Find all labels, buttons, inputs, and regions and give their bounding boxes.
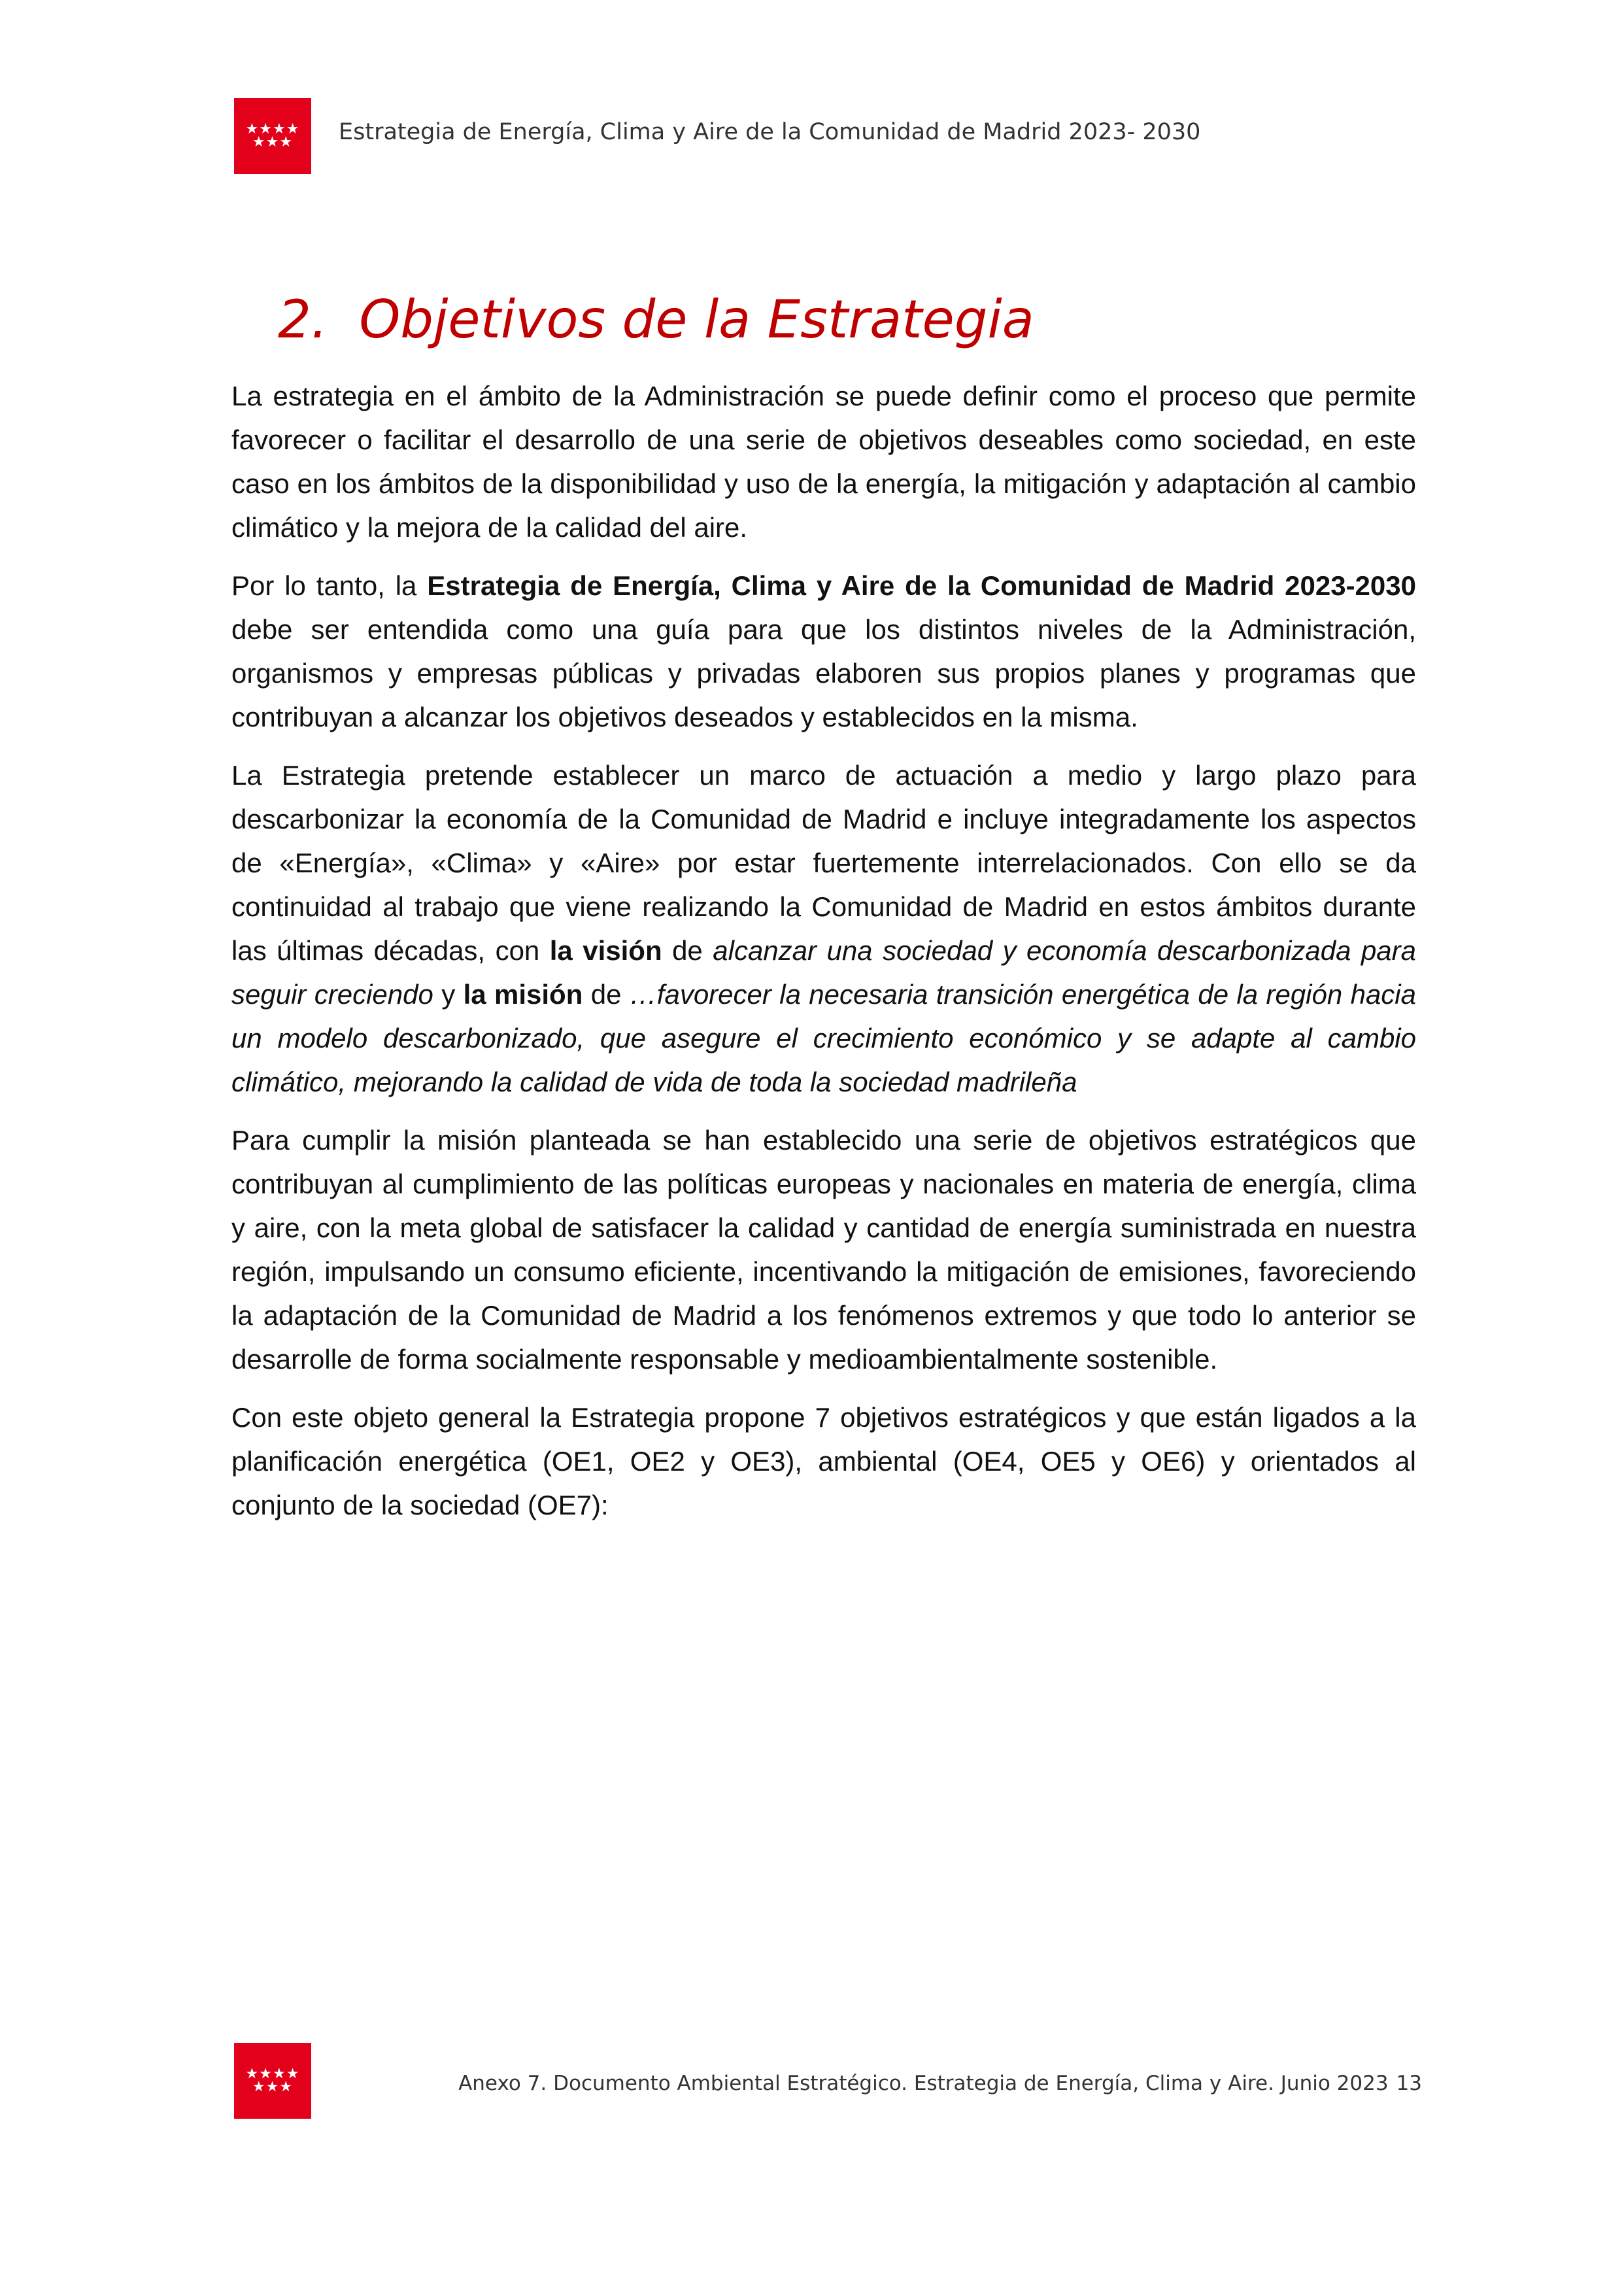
mission-statement: …favorecer la necesaria transición energética de la región hacia un modelo descarbonizado, que asegure el crecimiento económico y se adapte al cambio climático, mejorando la calidad de vida de toda la sociedad madrileña — [231, 979, 1417, 1097]
running-header: Estrategia de Energía, Clima y Aire de la Comunidad de Madrid 2023- 2030 — [339, 119, 1201, 145]
paragraph-3: La Estrategia pretende establecer un marco de actuación a medio y largo plazo para descarbonizar la economía de la Comunidad de Madrid e incluye integradamente los aspectos de «Energía», «Clima» y «Aire» por estar fuertemente interrelacionados. Con ello se da continuidad al trabajo que viene realizando la Comunidad de Madrid en estos ámbitos durante las últimas décadas, con la visión de alcanzar una sociedad y economía descarbonizada para seguir creciendo y la misión de …favorecer la necesaria transición energética de la región hacia un modelo descarbonizado, que asegure el crecimiento económico y se adapte al cambio climático, mejorando la calidad de vida de toda la sociedad madrileña — [231, 760, 1417, 1097]
page-footer — [458, 2072, 1422, 2095]
comunidad-madrid-logo: ★★★★ ★★★ — [234, 98, 311, 174]
paragraph-1: La estrategia en el ámbito de la Administración se puede definir como el proceso que permite favorecer o facilitar el desarrollo de una serie de objetivos deseables como sociedad, en este caso en los ámbitos de la disponibilidad y uso de la energía, la mitigación y adaptación al cambio climático y la mejora de la calidad del aire. — [231, 381, 1416, 543]
section-heading — [278, 289, 1034, 350]
section-number: 2. — [278, 289, 328, 350]
body-text — [231, 374, 1416, 1541]
mission-label: la misión — [463, 979, 583, 1010]
paragraph-2: Por lo tanto, la Estrategia de Energía, Clima y Aire de la Comunidad de Madrid 2023-2030 debe ser entendida como una guía para que los distintos niveles de la Administración, organismos y empresas públicas y privadas elaboren sus propios planes y programas que contribuyan a alcanzar los objetivos deseados y establecidos en la misma. — [231, 570, 1416, 732]
section-title: Objetivos de la Estrategia — [359, 289, 1034, 350]
footer-logo: ★★★★ ★★★ — [234, 2043, 311, 2119]
footer-caption: Anexo 7. Documento Ambiental Estratégico. Estrategia de Energía, Clima y Aire. Junio 2023 — [458, 2072, 1389, 2095]
vision-label: la visión — [549, 935, 662, 966]
paragraph-5: Con este objeto general la Estrategia propone 7 objetivos estratégicos y que están ligados a la planificación energética (OE1, OE2 y OE3), ambiental (OE4, OE5 y OE6) y orientados al conjunto de la sociedad (OE7): — [231, 1402, 1416, 1520]
strategy-name: Estrategia de Energía, Clima y Aire de la Comunidad de Madrid 2023-2030 — [427, 570, 1416, 601]
vision-statement: alcanzar una sociedad y economía descarbonizada para seguir creciendo — [231, 935, 1417, 1010]
logo-stars-icon: ★★★★ — [245, 2066, 300, 2082]
paragraph-4: Para cumplir la misión planteada se han establecido una serie de objetivos estratégicos que contribuyan al cumplimiento de las políticas europeas y nacionales en materia de energía, clima y aire, con la meta global de satisfacer la calidad y cantidad de energía suministrada en nuestra región, impulsando un consumo eficiente, incentivando la mitigación de emisiones, favoreciendo la adaptación de la Comunidad de Madrid a los fenómenos extremos y que todo lo anterior se desarrolle de forma socialmente responsable y medioambientalmente sostenible. — [231, 1125, 1416, 1375]
logo-stars-icon: ★★★★ — [245, 121, 300, 137]
page-number: 13 — [1396, 2072, 1422, 2095]
